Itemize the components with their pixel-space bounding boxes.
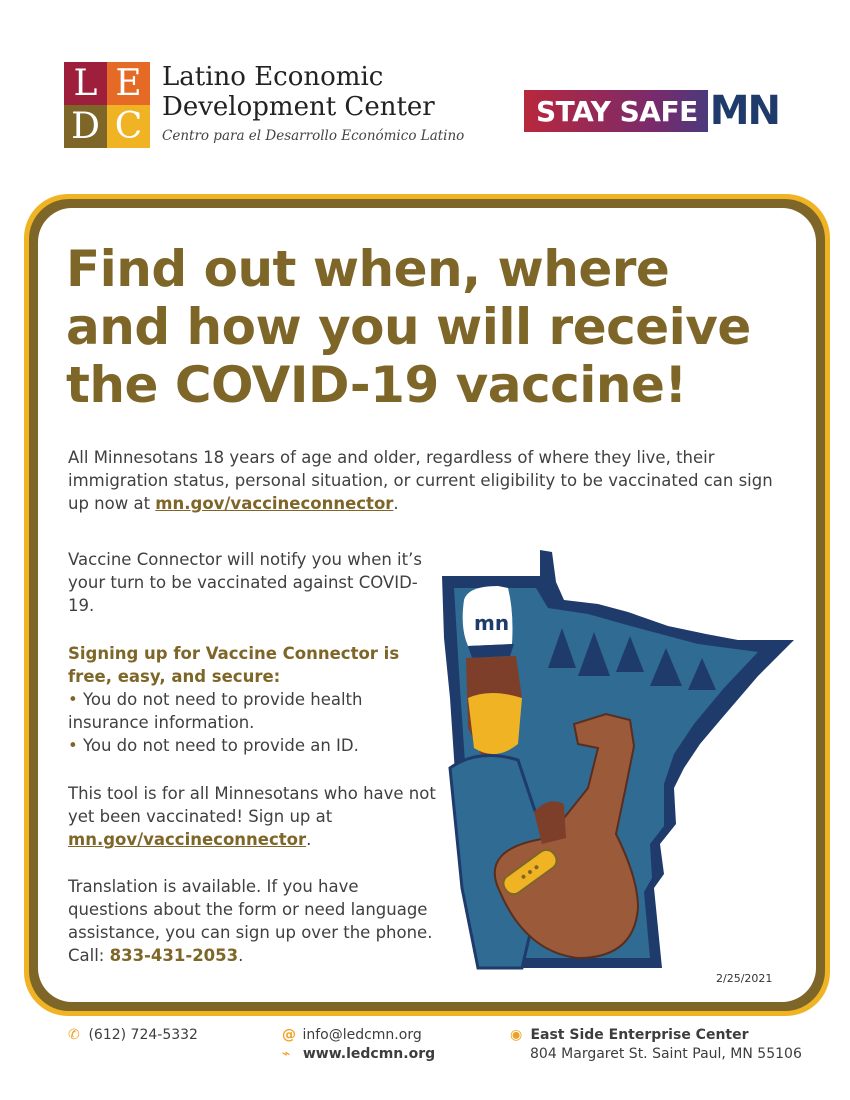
translation-period: .	[238, 946, 244, 965]
footer-email-text[interactable]: info@ledcmn.org	[302, 1027, 422, 1043]
vaccine-connector-link-2[interactable]: mn.gov/vaccineconnector	[68, 830, 307, 849]
org-name	[162, 62, 435, 122]
signing-heading: Signing up for Vaccine Connector is free, easy, and secure:	[68, 644, 400, 686]
logo-letter-e: E	[107, 62, 150, 105]
org-name-line1: Latino Economic	[162, 62, 384, 92]
intro-period: .	[393, 494, 399, 513]
intro-paragraph	[68, 446, 788, 515]
signup-paragraph	[68, 782, 438, 851]
ledc-logo	[64, 62, 150, 148]
footer-website-text[interactable]: www.ledcmn.org	[302, 1046, 436, 1062]
intro-text: All Minnesotans 18 years of age and older, regardless of where they live, their immigration status, personal situation, or current eligibility to be vaccinated can sign up now at	[68, 448, 773, 513]
signup-period: .	[306, 830, 312, 849]
hat-logo-text: mn	[474, 611, 510, 635]
phone-icon: ✆	[68, 1027, 80, 1043]
location-pin-icon: ◉	[510, 1027, 523, 1043]
notify-paragraph: Vaccine Connector will notify you when it’s your turn to be vaccinated against COVID-19.	[68, 550, 422, 615]
footer-location	[510, 1027, 749, 1043]
mn-text: MN	[709, 88, 779, 134]
bullet-icon: •	[68, 690, 78, 709]
bullet-text: You do not need to provide health insurance information.	[68, 690, 363, 732]
footer-address: 804 Margaret St. Saint Paul, MN 55106	[530, 1046, 802, 1062]
bullet-icon: •	[68, 736, 78, 755]
footer-phone-text[interactable]: (612) 724-5332	[88, 1027, 198, 1043]
stay-safe-mn-logo	[524, 90, 781, 132]
link-icon: ⌁	[282, 1046, 291, 1062]
logo-letter-d: D	[64, 105, 107, 148]
translation-text: Translation is available. If you have questions about the form or need language assistance, you can sign up over the phone. Call:	[68, 877, 433, 965]
signing-section	[68, 642, 438, 757]
at-icon: @	[282, 1027, 296, 1043]
date-stamp: 2/25/2021	[716, 972, 773, 985]
org-name-line2: Development Center	[162, 92, 435, 122]
vaccine-connector-link[interactable]: mn.gov/vaccineconnector	[155, 494, 394, 513]
translation-paragraph	[68, 875, 438, 967]
org-subtitle: Centro para el Desarrollo Económico Latino	[162, 128, 465, 144]
face-mask	[468, 693, 522, 754]
footer-phone	[68, 1027, 198, 1043]
logo-letter-c: C	[107, 105, 150, 148]
footer-website	[282, 1046, 435, 1062]
minnesota-vaccine-illustration	[438, 548, 798, 978]
list-item	[68, 688, 438, 734]
stay-safe-text: STAY SAFE	[524, 90, 708, 132]
phone-number[interactable]: 833-431-2053	[109, 946, 239, 965]
headline: Find out when, where and how you will receive the COVID-19 vaccine!	[66, 240, 751, 414]
footer-email	[282, 1027, 422, 1043]
logo-letter-l: L	[64, 62, 107, 105]
list-item	[68, 734, 438, 757]
signup-text: This tool is for all Minnesotans who have not yet been vaccinated! Sign up at	[68, 784, 436, 826]
footer-place-name: East Side Enterprise Center	[530, 1027, 749, 1043]
bullet-text: You do not need to provide an ID.	[82, 736, 359, 755]
